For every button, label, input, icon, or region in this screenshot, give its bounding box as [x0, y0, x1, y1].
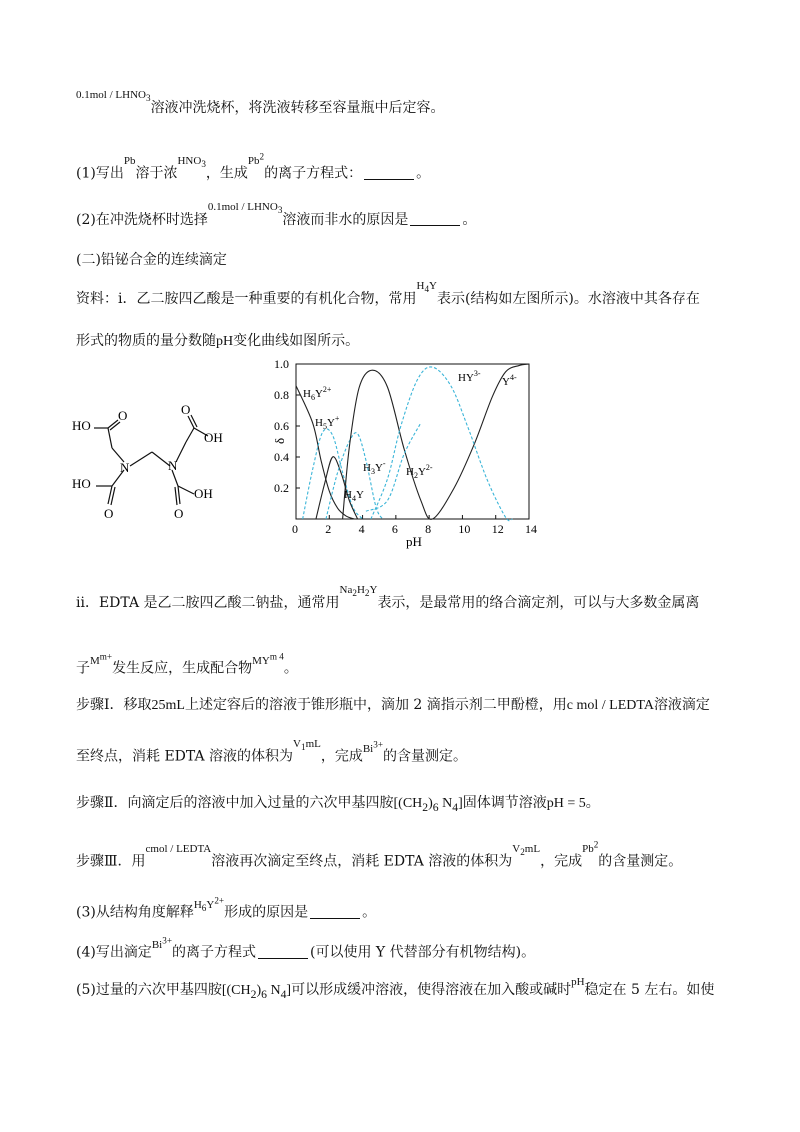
- y-axis-label: δ: [272, 437, 287, 444]
- x-axis-label: pH: [406, 534, 422, 549]
- answer-blank-1[interactable]: [364, 165, 414, 180]
- label-h2y: $H_2Y^{2-}$: [406, 463, 433, 480]
- label-h5y: $H_5Y^+$: [315, 414, 340, 431]
- y-tick-label-3: 0.8: [274, 388, 289, 402]
- x-tick-label-0: 0: [292, 522, 298, 536]
- svg-text:HO: HO: [72, 476, 91, 491]
- label-h3y: $H_3Y^-$: [363, 459, 386, 476]
- x-tick-label-7: 14: [525, 522, 537, 536]
- info-1-cont: 形式的物质的量分数随pH变化曲线如图所示。: [76, 333, 360, 349]
- svg-text:N: N: [120, 460, 130, 475]
- step-1-cont: 至终点，消耗 EDTA 溶液的体积为$^{V_1mL}$，完成$^{Bi^{3+}}$的含量测定。: [76, 737, 467, 765]
- structure-ho-1: HO: [72, 418, 91, 433]
- answer-blank-3[interactable]: [310, 904, 360, 919]
- x-tick-label-3: 6: [391, 522, 398, 536]
- label-h4y: $H_4Y$: [344, 489, 364, 503]
- svg-text:O: O: [174, 506, 184, 521]
- y-tick-label-2: 0.6: [274, 419, 289, 433]
- question-3: (3)从结构角度解释$^{H_6Y^{2+}}$形成的原因是 。: [76, 895, 377, 921]
- series-curve-5: [371, 367, 512, 521]
- question-4: (4)写出滴定$^{Bi^{3+}}$的离子方程式 (可以使用 Y 代替部分有机物结构)。: [76, 935, 536, 961]
- answer-blank-2[interactable]: [410, 211, 460, 226]
- x-tick-label-5: 10: [458, 522, 471, 536]
- label-h6y: $H_6Y^{2+}$: [303, 385, 332, 402]
- svg-text:OH: OH: [204, 430, 223, 445]
- info-2-cont: 子$^{M^{m+}}$发生反应，生成配合物$^{MY^{m 4}}$。: [76, 651, 298, 677]
- svg-text:O: O: [104, 506, 114, 521]
- x-tick-label-1: 2: [325, 522, 332, 536]
- label-hy: $HY^{3-}$: [458, 369, 481, 384]
- question-2: (2)在冲洗烧杯时选择$^{0.1mol / LHNO_3}$溶液而非水的原因是 。: [76, 201, 477, 228]
- section-heading-2: (二)铅铋合金的连续滴定: [76, 252, 227, 268]
- step-1: 步骤Ⅰ．移取25mL上述定容后的溶液于锥形瓶中，滴加 2 滴指示剂二甲酚橙，用c mol / LEDTA溶液滴定: [76, 697, 710, 713]
- question-5: (5)过量的六次甲基四胺[$(CH_2)_6$ $N_4$]可以形成缓冲溶液，使得溶液在加入酸或碱时$^{pH}$稳定在 5 左右。如使: [76, 976, 715, 1001]
- x-tick-label-4: 8: [425, 522, 432, 536]
- distribution-chart: [272, 352, 562, 557]
- answer-blank-4[interactable]: [258, 944, 308, 959]
- label-y4: $Y^{4-}$: [502, 373, 517, 388]
- x-tick-label-6: 12: [491, 522, 504, 536]
- svg-text:O: O: [118, 408, 128, 423]
- info-2: ⅱ．EDTA 是乙二胺四乙酸二钠盐，通常用$^{Na_2H_2Y}$表示，是最常用的络合滴定剂，可以与大多数金属离: [76, 584, 700, 611]
- step-3: 步骤Ⅲ．用$^{cmol / LEDTA}$溶液再次滴定至终点，消耗 EDTA 溶液的体积为$^{V_2mL}$，完成$^{Pb^2}$的含量测定。: [76, 839, 683, 870]
- y-tick-label-4: 1.0: [274, 357, 289, 371]
- y-tick-label-1: 0.4: [274, 450, 289, 464]
- edta-structure: [66, 396, 242, 526]
- x-tick-label-2: 4: [358, 522, 365, 536]
- text-line-1: $^{0.1mol / LHNO_3}$溶液冲洗烧杯，将洗液转移至容量瓶中后定容。: [76, 89, 445, 116]
- y-tick-label-0: 0.2: [274, 481, 289, 495]
- svg-text:O: O: [181, 402, 191, 417]
- svg-text:N: N: [168, 458, 178, 473]
- step-2: 步骤Ⅱ．向滴定后的溶液中加入过量的六次甲基四胺[$(CH_2)_6$ $N_4$]固体调节溶液pH = 5。: [76, 795, 600, 814]
- series-curve-1: [303, 429, 363, 519]
- info-1: 资料：ⅰ．乙二胺四乙酸是一种重要的有机化合物，常用$^{H_4Y}$表示(结构如左图所示)。水溶液中其各存在: [76, 280, 700, 307]
- formula-hno3: 0.1mol / LHNO3: [76, 89, 151, 104]
- question-1: (1)写出$^{Pb}$溶于浓$^{HNO_3}$，生成$^{Pb^2}$的离子方程式： 。: [76, 151, 431, 182]
- svg-text:OH: OH: [194, 486, 213, 501]
